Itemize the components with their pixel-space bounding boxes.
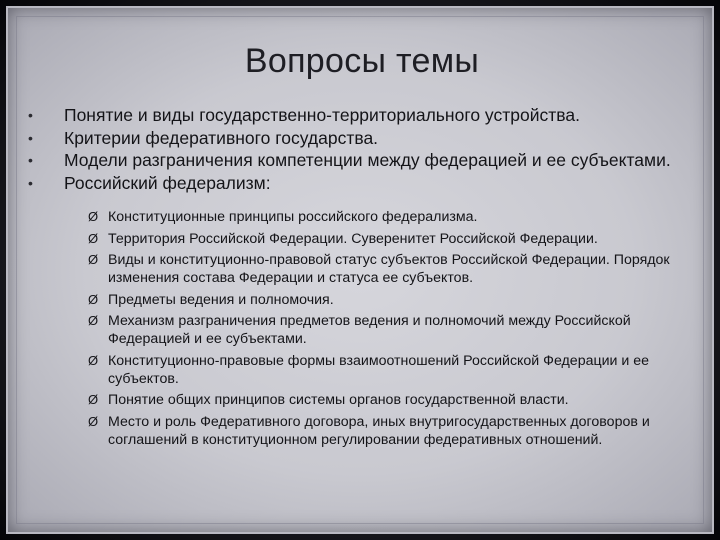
sub-list-item [88,230,698,248]
arrow-bullet-icon: Ø [88,413,99,429]
main-item-text: Понятие и виды государственно-территориального устройства. [64,105,580,125]
main-list-item [28,127,708,150]
sub-item-text: Механизм разграничения предметов ведения и полномочий между Российской Федерацией и ее субъектами. [108,313,631,347]
bullet-icon: • [28,174,33,191]
bullet-icon: • [28,152,33,168]
main-item-text: Модели разграничения компетенции между федерацией и ее субъектами. [64,150,671,170]
main-list-item [28,172,708,195]
slide-frame [6,6,714,534]
sub-list-item [88,208,698,226]
main-item-text: Критерии федеративного государства. [64,127,379,148]
bullet-icon: • [28,107,33,123]
sub-item-text: Предметы ведения и полномочия. [108,291,334,308]
sub-list-item [88,391,698,409]
sub-item-text: Конституционные принципы российского федерализма. [108,209,478,225]
main-item-text: Российский федерализм: [64,172,271,193]
arrow-bullet-icon: Ø [88,392,99,407]
main-list-item [28,149,708,172]
sub-list-item [88,413,698,449]
sub-list-item [88,352,698,388]
arrow-bullet-icon: Ø [88,252,99,267]
bullet-icon: • [28,129,33,146]
slide-title: Вопросы темы [244,42,480,80]
arrow-bullet-icon: Ø [88,230,99,246]
sub-item-text: Территория Российской Федерации. Суверенитет Российской Федерации. [108,230,598,247]
sub-item-text: Понятие общих принципов системы органов государственной власти. [108,392,569,408]
sub-list-item [88,291,698,309]
main-bullet-list [28,104,708,194]
sub-list-item [88,312,698,348]
arrow-bullet-icon: Ø [88,291,99,307]
sub-item-text: Конституционно-правовые формы взаимоотношений Российской Федерации и ее субъектов. [108,352,650,387]
arrow-bullet-icon: Ø [88,209,99,224]
sub-list-item [88,251,698,287]
main-list-item [28,104,708,127]
arrow-bullet-icon: Ø [88,352,99,368]
sub-item-text: Виды и конституционно-правовой статус субъектов Российской Федерации. Порядок изменения состава Федерации и статуса ее субъектов. [108,252,670,286]
sub-item-text: Место и роль Федеративного договора, иных внутригосударственных договоров и соглашений в конституционном регулировании федеративных отношений. [108,413,650,448]
arrow-bullet-icon: Ø [88,313,99,328]
sub-bullet-list [88,208,698,452]
